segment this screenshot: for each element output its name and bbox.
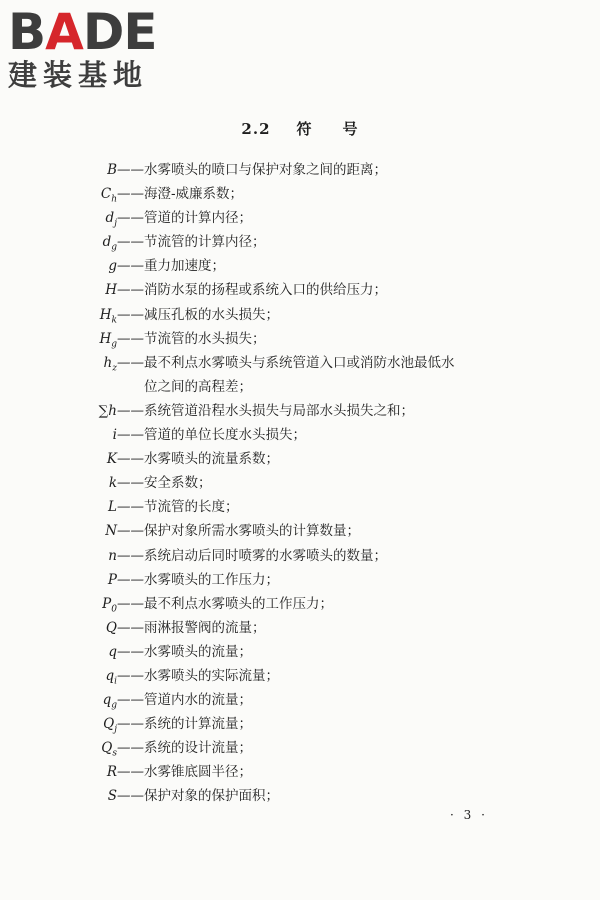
definition-symbol: i—— bbox=[112, 427, 144, 444]
definition-symbol-subscript: i bbox=[114, 676, 117, 687]
definition-row bbox=[0, 206, 600, 230]
definition-symbol: n—— bbox=[108, 547, 144, 564]
definition-row bbox=[0, 544, 600, 568]
definition-dash: —— bbox=[117, 740, 144, 757]
definition-row bbox=[0, 616, 600, 640]
definition-text: 最不利点水雾喷头的工作压力； bbox=[144, 595, 333, 612]
definition-symbol: B—— bbox=[107, 162, 144, 178]
definition-dash: —— bbox=[117, 354, 144, 371]
definition-symbol: N—— bbox=[105, 523, 144, 540]
definition-row bbox=[0, 447, 600, 471]
definition-text: 消防水泵的扬程或系统入口的供给压力； bbox=[144, 282, 387, 299]
definition-symbol-subscript: j bbox=[114, 724, 117, 735]
definition-symbol: $d_j——$ bbox=[105, 210, 144, 229]
definition-symbol: $P_0——$ bbox=[102, 595, 144, 615]
definition-text: 系统管道沿程水头损失与局部水头损失之和； bbox=[144, 402, 414, 419]
definition-symbol-subscript: g bbox=[111, 700, 117, 711]
page-number: · 3 · bbox=[450, 808, 488, 822]
definition-text: 管道的单位长度水头损失； bbox=[144, 427, 306, 444]
definition-row bbox=[0, 278, 600, 302]
definition-symbol: H—— bbox=[105, 282, 144, 299]
definition-text: 最不利点水雾喷头与系统管道入口或消防水池最低水 位之间的高程差； bbox=[144, 351, 455, 399]
definition-row bbox=[0, 519, 600, 543]
definition-symbol: Q—— bbox=[105, 619, 144, 636]
definition-text: 节流管的长度； bbox=[144, 499, 239, 516]
definition-text-continued: 位之间的高程差； bbox=[144, 378, 252, 395]
definition-row bbox=[0, 664, 600, 688]
definition-text: 安全系数； bbox=[144, 475, 212, 492]
definition-text: 系统的设计流量； bbox=[144, 740, 252, 757]
definition-symbol: R—— bbox=[106, 764, 144, 781]
definition-symbol: $H_g——$ bbox=[99, 330, 144, 350]
definition-row bbox=[0, 399, 600, 423]
definition-text: 节流管的计算内径； bbox=[144, 234, 266, 251]
definition-symbol: K—— bbox=[106, 451, 144, 468]
definition-dash: —— bbox=[117, 475, 144, 492]
definition-text: 管道内水的流量； bbox=[144, 692, 252, 709]
definition-text: 保护对象所需水雾喷头的计算数量； bbox=[144, 523, 360, 540]
definition-symbol-subscript: h bbox=[111, 194, 117, 205]
definition-symbol: $Q_j——$ bbox=[103, 716, 144, 735]
definition-text: 减压孔板的水头损失； bbox=[144, 306, 279, 323]
logo-letter-a: A bbox=[45, 3, 83, 61]
definition-text: 水雾喷头的实际流量； bbox=[144, 667, 279, 684]
logo-letter-b: B bbox=[8, 3, 46, 61]
section-title-char-1: 符 bbox=[296, 120, 313, 138]
definition-symbol: $q_i——$ bbox=[105, 667, 144, 687]
definition-text: 水雾喷头的喷口与保护对象之间的距离； bbox=[144, 162, 387, 178]
definition-symbol: q—— bbox=[108, 643, 144, 660]
definition-text: 水雾喷头的流量； bbox=[144, 643, 252, 660]
definition-dash: —— bbox=[117, 282, 144, 299]
definition-symbol: $C_h——$ bbox=[100, 186, 144, 205]
definition-text: 管道的计算内径； bbox=[144, 210, 252, 227]
definition-row bbox=[0, 568, 600, 592]
definition-row bbox=[0, 327, 600, 351]
definition-dash: —— bbox=[117, 186, 144, 203]
definition-symbol: $q_g——$ bbox=[102, 692, 144, 711]
definition-row bbox=[0, 784, 600, 808]
definition-dash: —— bbox=[117, 162, 144, 178]
definition-text: 节流管的水头损失； bbox=[144, 330, 266, 347]
definition-dash: —— bbox=[117, 330, 144, 347]
definition-text: 重力加速度； bbox=[144, 258, 225, 275]
definition-dash: —— bbox=[117, 306, 144, 323]
definition-symbol: g—— bbox=[108, 258, 144, 275]
definition-dash: —— bbox=[117, 234, 144, 251]
definition-dash: —— bbox=[117, 210, 144, 227]
definition-row bbox=[0, 158, 600, 182]
definition-symbol-subscript: k bbox=[111, 315, 117, 326]
definition-dash: —— bbox=[117, 643, 144, 660]
definition-dash: —— bbox=[117, 258, 144, 275]
definition-symbol: k—— bbox=[108, 475, 144, 492]
definition-row bbox=[0, 182, 600, 206]
definition-symbol: ∑h—— bbox=[98, 402, 144, 419]
definition-dash: —— bbox=[117, 402, 144, 419]
definition-symbol: L—— bbox=[108, 499, 144, 516]
logo-letters-de: DE bbox=[82, 3, 157, 61]
definition-dash: —— bbox=[117, 788, 144, 805]
definition-row bbox=[0, 495, 600, 519]
definition-row bbox=[0, 712, 600, 736]
definition-dash: —— bbox=[117, 571, 144, 588]
definition-text: 水雾喷头的工作压力； bbox=[144, 571, 279, 588]
definition-symbol: P—— bbox=[107, 571, 144, 588]
definition-row bbox=[0, 351, 600, 399]
definition-text: 雨淋报警阀的流量； bbox=[144, 619, 266, 636]
definition-row bbox=[0, 736, 600, 760]
definition-symbol: $Q_s——$ bbox=[101, 740, 144, 759]
definition-symbol: S—— bbox=[107, 788, 144, 805]
definition-symbol-subscript: z bbox=[112, 363, 117, 374]
definition-symbol-subscript: s bbox=[112, 748, 117, 759]
definition-row bbox=[0, 592, 600, 616]
definition-dash: —— bbox=[117, 595, 144, 612]
definition-symbol-subscript: g bbox=[111, 242, 117, 253]
logo bbox=[8, 4, 183, 92]
section-title bbox=[0, 118, 600, 139]
definition-dash: —— bbox=[117, 764, 144, 781]
definition-symbol: $d_g——$ bbox=[102, 234, 144, 253]
definition-row bbox=[0, 423, 600, 447]
definition-row bbox=[0, 230, 600, 254]
definition-dash: —— bbox=[117, 619, 144, 636]
definition-symbol: $H_k——$ bbox=[99, 306, 144, 326]
definition-dash: —— bbox=[117, 451, 144, 468]
section-title-char-2: 号 bbox=[342, 120, 359, 138]
definition-dash: —— bbox=[117, 667, 144, 684]
definition-text: 系统的计算流量； bbox=[144, 716, 252, 733]
definition-dash: —— bbox=[117, 547, 144, 564]
definition-text: 海澄-威廉系数； bbox=[144, 186, 244, 203]
definition-symbol-subscript: g bbox=[111, 339, 117, 350]
definition-symbol: $h_z——$ bbox=[103, 354, 144, 374]
definition-text: 保护对象的保护面积； bbox=[144, 788, 279, 805]
definition-dash: —— bbox=[117, 427, 144, 444]
definition-text: 水雾锥底圆半径； bbox=[144, 764, 252, 781]
definition-row bbox=[0, 471, 600, 495]
definition-text: 系统启动后同时喷雾的水雾喷头的数量； bbox=[144, 547, 387, 564]
definition-dash: —— bbox=[117, 692, 144, 709]
definition-dash: —— bbox=[117, 523, 144, 540]
definition-row bbox=[0, 640, 600, 664]
definition-row bbox=[0, 303, 600, 327]
definition-row bbox=[0, 760, 600, 784]
definition-row bbox=[0, 688, 600, 712]
definition-dash: —— bbox=[117, 716, 144, 733]
logo-wordmark bbox=[8, 4, 183, 60]
section-number: 2.2 bbox=[241, 120, 271, 138]
symbol-definition-list bbox=[0, 158, 600, 809]
logo-subtitle: 建装基地 bbox=[8, 58, 149, 92]
definition-row bbox=[0, 254, 600, 278]
definition-symbol-subscript: 0 bbox=[111, 604, 117, 615]
definition-dash: —— bbox=[117, 499, 144, 516]
definition-symbol-subscript: j bbox=[114, 218, 117, 229]
definition-text: 水雾喷头的流量系数； bbox=[144, 451, 279, 468]
